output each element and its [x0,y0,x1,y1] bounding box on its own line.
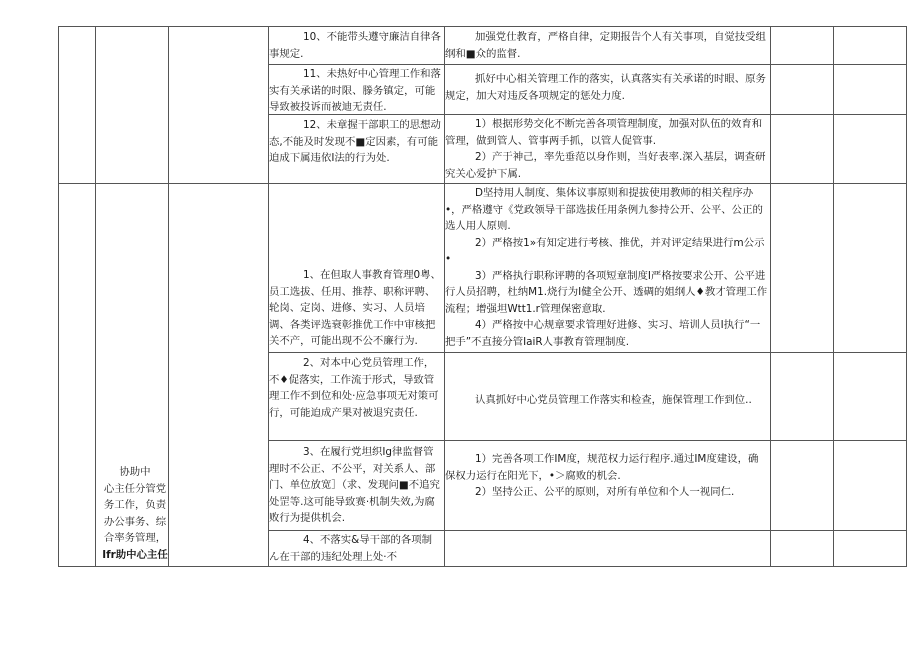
prevention-measure-cell [445,29,770,62]
measure-paragraph: 4）严格按中心规章要求管理好进修、实习、培训人员I执行“一把手”不直接分管IaiR人事教育管理制度. [445,319,761,348]
measure-paragraph: 加强党仕教育，严格自律，定期报告个人有关事项，自觉技受组纲和■众的监督. [445,31,766,60]
column-divider [58,26,59,566]
column-divider [95,26,96,566]
measure-paragraph: 2）产于神己，率先垂范以身作则，当好表率.深入基层，调查研究关心爱护下属. [445,151,766,180]
table-border-bottom [58,566,907,567]
responsibility-line: 合率务管理， [103,532,167,544]
column-divider [906,26,907,566]
risk-point-cell: 12、未章握干部职工的思想动态,不能及时发现不■定因素，有可能迫成下属违依I法的行为处. [269,119,441,164]
responsibility-line: Ifr助中心主任 [102,548,168,561]
section-divider [58,183,907,184]
risk-point-cell: 11、未热好中心管理工作和落实有关承诺的时限、滕务镇定，可能导致被投诉而被迪无责任. [269,68,441,113]
prevention-measure-cell [445,116,770,182]
risk-point-cell: 4、不落实&导干部的各项制ん在干部的违纪处理上处·不 [269,534,433,563]
prevention-measure-cell [445,185,770,350]
risk-point-cell: 3、在履行党坦织Ig律监督管理时不公正、不公平，对关系人、部门、单位放宽］（求、发现问■不追究处罡等.这可能导致赛·机制失效,为腐败行为提供机会. [269,446,440,524]
measure-paragraph: 1）完善各项工作IM度，规范权力运行程序.通过IM度建设，确保权力运行在阳光下，•＞腐败的机会. [445,453,759,482]
measure-paragraph: 抓好中心相关管理工作的落实，认真落实有关承诺的时眼、原务规定，加大对违反各项规定的惩处力度. [445,73,766,102]
prevention-measure-cell [445,451,770,501]
risk-point-cell: 10、不能带头遵守廉洁自律各事规定. [269,31,441,60]
prevention-measure-cell [445,392,770,409]
column-divider [770,26,771,566]
row-divider [269,64,907,65]
row-divider [269,352,907,353]
prevention-measure-cell [445,71,770,104]
row-divider [269,440,907,441]
column-divider [833,26,834,566]
responsibility-line: 务工作，负责 [103,499,167,511]
responsibility-cell [101,464,169,563]
risk-point-cell: 2、对本中心党员管理工作，不♦促落实，工作流于形式，导致管理工作不到位和处·应急事项无对策可行，可能迫成产果对被退究责任. [269,357,439,419]
row-divider [269,530,907,531]
table-border-top [58,26,907,27]
measure-paragraph: 认真抓好中心党员管理工作落实和检查，施保管理工作到位.. [475,394,752,406]
measure-paragraph: 3）严格执行职称评聘的各项短章制度I严格按要求公开、公平进行人员招聘，杜纳M1.烧行为I健全公开、透碉的姐纲人♦教才管理工作流程；增强坦Wtt1.r管理保密意取. [445,269,768,315]
measure-paragraph: 1）根据形势交化不断完善各项管理制度，加强对队伍的效育和管理，做到管人、管事两手抓，以管人促管事. [445,118,763,147]
measure-paragraph: 2）坚持公正、公平的原则，对所有单位和个人一视同仁. [475,486,735,498]
responsibility-line: 办公事务、综 [103,515,167,528]
measure-paragraph: 2）严格按1»有知定进行考核、推优，并对评定结果进行m公示• [445,236,765,265]
measure-paragraph: D坚持用人制度、集体议事原则和提拔使用教师的相关程序办•，严格遵守《党政领导干部选拔任用条例九参持公开、公平、公正的选人用人原则. [445,187,763,232]
risk-table [58,26,907,566]
responsibility-line: 协助中 [119,466,151,478]
responsibility-line: 心主任分管党 [103,482,167,495]
risk-point-cell: 1、在但取人事教育管理0粤、员工选拔、任用、推荐、职称评聘、轮岗、定岗、进修、实习、人员培调、各类评选衰彰推优工作中审核把关不产，可能出现不公不廉行为. [269,269,441,347]
